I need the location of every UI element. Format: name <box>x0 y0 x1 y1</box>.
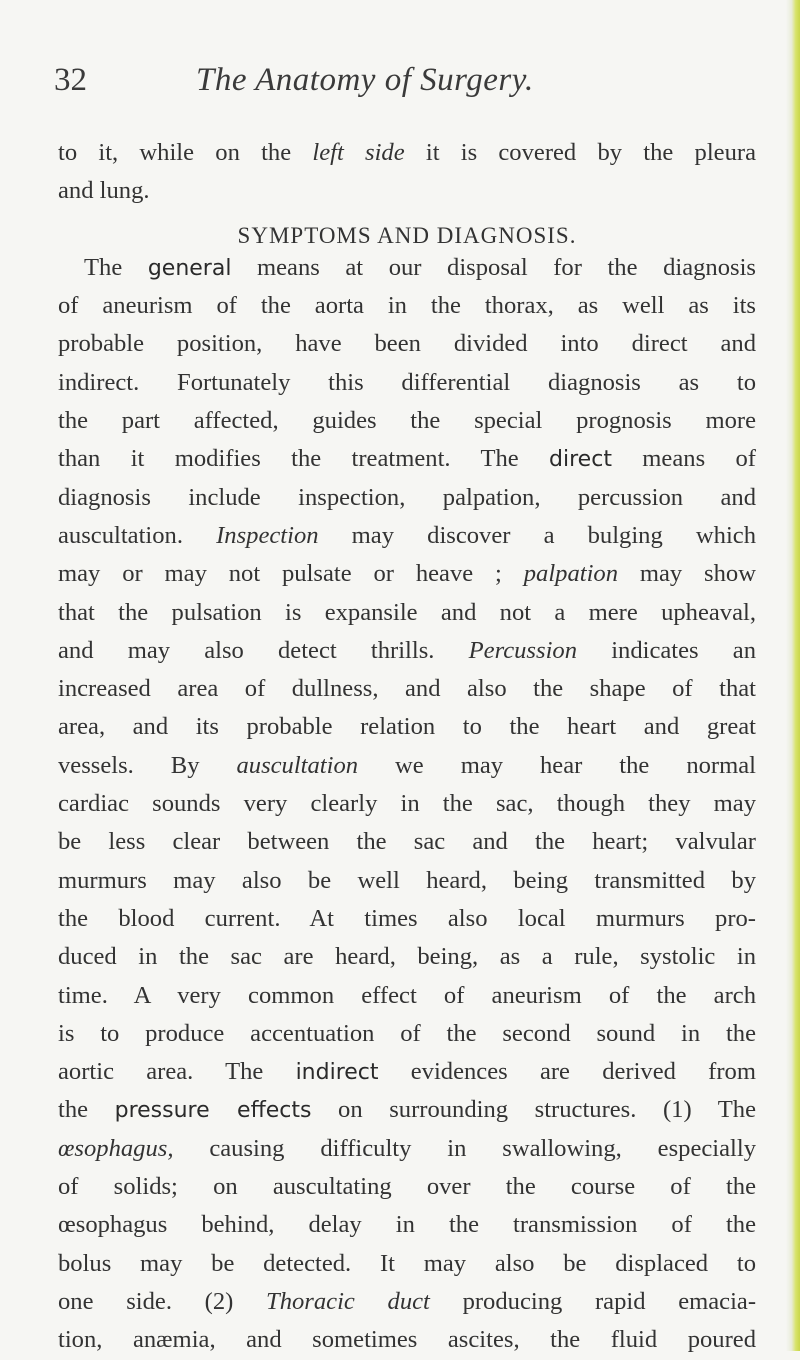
text-line: duced in the sac are heard, being, as a rule, systolic in <box>58 943 756 971</box>
text-line: the pressure effects on surrounding structures. (1) The <box>58 1096 756 1124</box>
text-line: œsophagus behind, delay in the transmission of the <box>58 1211 756 1239</box>
keyword-direct: direct <box>549 447 612 473</box>
text-line: the blood current. At times also local murmurs pro- <box>58 904 756 932</box>
text-line: may or may not pulsate or heave ; palpation may show <box>58 560 756 588</box>
section-heading: SYMPTOMS AND DIAGNOSIS. <box>237 222 577 248</box>
keyword-general: general <box>147 255 232 281</box>
keyword-indirect: indirect <box>295 1060 379 1086</box>
text-line: diagnosis include inspection, palpation, percussion and <box>58 483 756 511</box>
text-line: bolus may be detected. It may also be displaced to <box>58 1249 756 1277</box>
text-line: The general means at our disposal for the diagnosis <box>84 253 756 281</box>
text-line: than it modifies the treatment. The direct means of <box>58 445 756 473</box>
text-line: probable position, have been divided into direct and <box>58 330 756 358</box>
text-line: auscultation. Inspection may discover a bulging which <box>58 521 756 549</box>
keyword-pressure-effects: pressure effects <box>114 1098 312 1124</box>
text-line: vessels. By auscultation we may hear the normal <box>58 751 756 779</box>
text-line: murmurs may also be well heard, being transmitted by <box>58 866 756 894</box>
text-line: and lung. <box>58 177 150 205</box>
text-line: of solids; on auscultating over the course of the <box>58 1173 756 1201</box>
text-line: area, and its probable relation to the heart and great <box>58 713 756 741</box>
text-line: œsophagus, causing difficulty in swallowing, especially <box>58 1134 756 1162</box>
text-line: be less clear between the sac and the heart; valvular <box>58 828 756 856</box>
running-title: The Anatomy of Surgery. <box>196 62 534 98</box>
text-line: to it, while on the left side it is covered by the pleura <box>58 139 756 166</box>
text-line: and may also detect thrills. Percussion indicates an <box>58 636 756 664</box>
page-number: 32 <box>54 62 87 98</box>
text-line: tion, anæmia, and sometimes ascites, the fluid poured <box>58 1326 756 1354</box>
text-line: increased area of dullness, and also the shape of that <box>58 675 756 703</box>
text-line: of aneurism of the aorta in the thorax, as well as its <box>58 292 756 320</box>
running-head <box>54 62 754 102</box>
text-line: that the pulsation is expansile and not a mere upheaval, <box>58 598 756 626</box>
text-line: cardiac sounds very clearly in the sac, though they may <box>58 790 756 818</box>
text-line: indirect. Fortunately this differential diagnosis as to <box>58 368 756 396</box>
text-line: is to produce accentuation of the second sound in the <box>58 1019 756 1047</box>
body-text <box>58 134 756 1360</box>
page-edge <box>786 0 800 1351</box>
text-line: the part affected, guides the special prognosis more <box>58 407 756 435</box>
text-line: time. A very common effect of aneurism of the arch <box>58 981 756 1009</box>
text-line: one side. (2) Thoracic duct producing rapid emacia- <box>58 1287 756 1315</box>
text-line: aortic area. The indirect evidences are derived from <box>58 1058 756 1086</box>
